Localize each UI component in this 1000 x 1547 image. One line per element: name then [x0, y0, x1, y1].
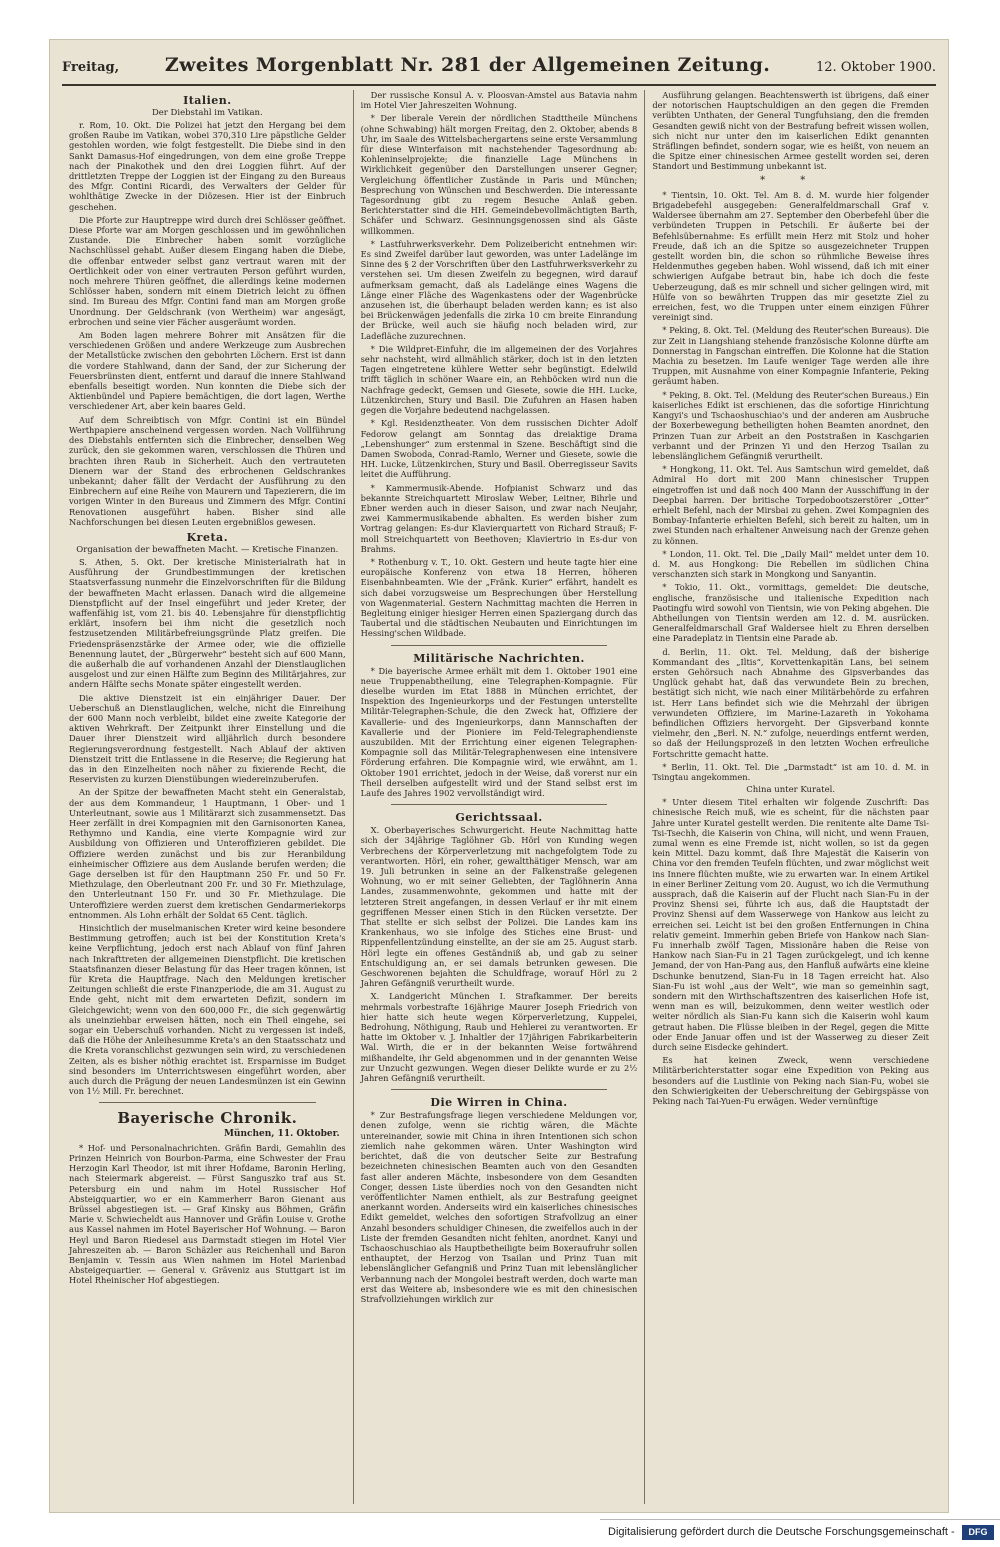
section-divider	[391, 645, 608, 646]
article-paragraph: * Berlin, 11. Okt. Tel. Die „Darmstadt“ ist am 10. d. M. in Tsingtau angekommen.	[652, 761, 930, 782]
section-subheading: Organisation der bewaffneten Macht. — Kretische Finanzen.	[76, 544, 339, 555]
section-heading-militaerische-nachrichten: Militärische Nachrichten.	[413, 651, 585, 665]
article-paragraph: Der russische Konsul A. v. Ploosvan-Amstel aus Batavia nahm im Hotel Vier Jahreszeiten Wohnung.	[360, 90, 638, 111]
article-paragraph: Ausführung gelangen. Beachtenswerth ist übrigens, daß einer der notorischen Hauptschuldigen an den gegen die Fremden verübten Unthaten, der General Tungfuhsiang, den die fremden Gesandten gewiß nicht von der Bestrafung befreit wissen wollen, sich nicht nur unter den im kaiserlichen Edikt genannten Sträflingen befindet, sondern sogar, wie es heißt, von neuem an die Spitze einer chinesischen Armee gestellt worden sei, deren Standort und Bestimmung unbekannt ist.	[652, 90, 930, 172]
article-paragraph: Die aktive Dienstzeit ist ein einjähriger Dauer. Der Ueberschuß an Dienstlauglichen, welche, nicht die Einreihung der 600 Mann noch verbleibt, bildet eine zweite Kategorie der aktiven Wehrkraft. Der Zeitpunkt ihrer Einstellung und die Dauer ihrer Dienstzeit wird alljährlich durch besondere Regierungsverordnung festgestellt. Nach Ablauf der aktiven Dienstzeit tritt die Entlassene in die Reserve; die Regierung hat das in den Einzelheiten noch näher zu fixierende Recht, die Reservisten zu kurzen Dienstübungen wiedereinzuberufen.	[69, 692, 346, 785]
dfg-logo-icon: DFG	[962, 1525, 994, 1540]
article-paragraph: * Kammermusik-Abende. Hofpianist Schwarz und das bekannte Streichquartett Miroslaw Weber, Leitner, Bihrle und Ebner werden auch in dieser Saison, und zwar nach Neujahr, zwei Kammermusikabende abhalten. Es werden bisher zum Vortrag gelangen: Es-dur Klavierquartett von Richard Strauß; F-moll Streichquartett von Beethoven; Klaviertrio in Es-dur von Brahms.	[360, 482, 638, 554]
article-paragraph: * London, 11. Okt. Tel. Die „Daily Mail“ meldet unter dem 10. d. M. aus Hongkong: Die Rebellen im südlichen China verschanzten sich stark in Mongkong und Sanyantin.	[652, 548, 930, 580]
article-paragraph: * Lastfuhrwerksverkehr. Dem Polizeibericht entnehmen wir: Es sind Zweifel darüber laut geworden, was unter Ladelänge im Sinne des § 2 der Vorschriften über den Lastfuhrwerksverkehr zu verstehen sei. Um diesen Zweifeln zu begegnen, wird darauf aufmerksam gemacht, daß als Ladelänge eines Wagens die Länge einer Fläche des Wagenkastens oder der Wagenbrücke anzusehen ist, die überhaupt beladen werden kann; es ist also bei Brückenwägen jedenfalls die zirka 10 cm breite Einrandung der Brücke, weil auch sie häufig noch beladen wird, zur Ladefläche zuzurechnen.	[360, 238, 638, 341]
section-divider	[391, 1089, 608, 1090]
article-paragraph: An der Spitze der bewaffneten Macht steht ein Generalstab, der aus dem Kommandeur, 1 Hauptmann, 1 Ober- und 1 Unterleutnant, sowie aus 1 Militärarzt sich zusammensetzt. Das Heer zerfällt in drei Kompagnien mit den Garnisonorten Kanea, Rethymno und Kandia, eine vierte Kompagnie wird zur Ausbildung von Offizieren und Unteroffizieren gebildet. Die Offiziere werden zunächst und bis zur Heranbildung einheimischer Offiziere aus dem Auslande berufen werden; die Gage derselben ist für den Hauptmann 250 Fr. und 50 Fr. Miethzulage, den Oberleutnant 200 Fr. und 30 Fr. Miethzulage, den Unterleutnant 150 Fr. und 30 Fr. Miethzulage. Die Unteroffiziere werden zuerst dem kretischen Gendarmeriekorps entnommen. Als Lohn erhält der Soldat 65 Cent. täglich.	[69, 787, 346, 920]
section-heading-bayerische-chronik: Bayerische Chronik.	[117, 1109, 298, 1128]
article-paragraph: * Peking, 8. Okt. Tel. (Meldung des Reuter'schen Bureaus). Die zur Zeit in Liangshiang stehende französische Kolonne dürfte am Donnerstag in Fangschan eintreffen. Die Kolonne hat die Station Machia zu besetzen. Im Laufe weniger Tage werden alle ihre Truppen, mit Ausnahme von einer Kompagnie Infanterie, Peking geräumt haben.	[652, 325, 930, 387]
section-heading-kreta: Kreta.	[186, 530, 229, 544]
article-paragraph: Hinsichtlich der muselmanischen Kreter wird keine besondere Bestimmung getroffen; auch ist bei der Konstitution Kreta's keine Verpflichtung, jedoch erst nach Ablauf von fünf Jahren nach Inkrafttreten der allgemeinen Dienstpflicht. Die kretischen Staatsfinanzen dieser Belastung für das Heer tragen können, ist für Kreta die Hauptfrage. Nach den Meldungen kretischer Zeitungen schließt die erste Finanzperiode, die am 31. August zu Ende geht, nicht mit dem erwarteten Defizit, sondern im Gleichgewicht; wenn von den 600,000 Fr., die sich gegenwärtig als uneinziehbar erweisen hätten, noch ein Theil eingehe, sei sogar ein Ueberschuß vorhanden. Nicht zu vergessen ist indeß, daß die Höhe der Anleihesumme Kreta's an den Staatsschatz und die Kreta voranschlichst gezwungen sein wird, zu verschiedenen Zeiten, als es bisher nöthig erachtet ist. Ersparnisse im Budget sind besonders im Unterrichtswesen eingeführt worden, aber auch durch die Prägung der neuen Landesmünzen ist ein Gewinn von 1½ Mill. Fr. berechnet.	[69, 923, 346, 1097]
article-paragraph: r. Rom, 10. Okt. Die Polizei hat jetzt den Hergang bei dem großen Raube im Vatikan, wobei 370,310 Lire päpstliche Gelder gestohlen worden, wie folgt festgestellt. Die Diebe sind in den Sankt Damasus-Hof eingedrungen, von dem eine große Treppe nach der Pinakothek und den drei Loggien führt. Auf der drittletzten Treppe der Loggien ist der Eingang zu den Bureaus des Mfgr. Contini Ricardi, des Verwalters der Gelder für wohlthätige Zwecke in der Diözesen. Hier ist der Einbruch geschehen.	[69, 120, 346, 212]
section-subheading: Der Diebstahl im Vatikan.	[151, 108, 263, 118]
masthead-day: Freitag,	[62, 60, 120, 75]
article-paragraph: S. Athen, 5. Okt. Der kretische Ministerialrath hat in Ausführung der Grundbestimmungen der kretischen Staatsverfassung nunmehr die Einzelvorschriften für die Bildung der bewaffneten Macht erlassen. Danach wird die allgemeine Dienstpflicht auf der Insel eingeführt und jeder Kreter, der waffenfähig ist, vom 21. bis 40. Lebensjahre für dienstpflichtig erklärt, insofern bei ihm nicht die gesetzlich noch festzusetzenden Militärbefreiungsgründe Platz greifen. Die Friedenspräsenzstärke der Armee oder, wie die offizielle Benennung lautet, der „Bürgerwehr“ besteht sich auf 600 Mann, die außerhalb die auf vorhandenen Anzahl der Dienstlauglichen ausgelost und zur einen Hälfte zum Beginn des Militärjahres, zur andern Hälfte sechs Monate später eingestellt werden.	[69, 556, 346, 690]
footer-credit-text: Digitalisierung gefördert durch die Deutsche Forschungsgemeinschaft -	[608, 1526, 955, 1538]
section-divider	[99, 1102, 316, 1103]
section-subheading-china-unter-kuratel: China unter Kuratel.	[746, 785, 836, 796]
masthead-title: Zweites Morgenblatt Nr. 281 der Allgemeinen Zeitung.	[164, 54, 771, 76]
article-paragraph: X. Landgericht München I. Strafkammer. Der bereits mehrmals vorbestrafte 16jährige Maurer Joseph Friedrich von hier hatte sich heute wegen Körperverletzung, Kuppelei, Bedrohung, Nöthigung, Raub und Hehlerei zu verantworten. Er hatte im Oktober v. J. Inhaltler der 17jährigen Fabrikarbeiterin Wal. Wirth, die er in der bekannten Weise fortwährend mißhandelte, ihr Geld abgenommen und in der genannten Weise zur Unzucht gezwungen. Wegen dieser Delikte wurde er zu 2½ Jahren Gefängniß verurtheilt.	[360, 991, 638, 1084]
article-paragraph: * Kgl. Residenztheater. Von dem russischen Dichter Adolf Fedorow gelangt am Sonntag das dreiaktige Drama „Lebenshunger“ zum erstenmal in Szene. Beschäftigt sind die Damen Swoboda, Conrad-Ramlo, Werner und Giesete, sowie die HH. Lucke, Lützenkirchen, Stury und Basil. Oberregisseur Savits leitet die Aufführung.	[360, 418, 638, 480]
article-paragraph: * Tientsin, 10. Okt. Tel. Am 8. d. M. wurde hier folgender Brigadebefehl ausgegeben: Generalfeldmarschall Graf v. Waldersee übernahm am 27. September den Oberbefehl über die verbündeten Truppen in Petschili. Er äußerte bei der Befehlsübernahme: Es erfüllt mein Herz mit Stolz und hoher Freude, daß ich an die Spitze so ausgezeichneter Truppen gestellt worden bin, die schon so rühmliche Beweise ihres Heldenmuthes gegeben haben. Wohl wissend, daß ich mit einer schwierigen Aufgabe betraut bin, habe ich doch die feste Ueberzeugung, daß es mir schnell und sicher gelingen wird, mit Hülfe von so bewährten Truppen das mir gesetzte Ziel zu erreichen, fest, wo die Truppen unter einem einzigen Führer vereinigt sind.	[652, 189, 930, 323]
article-paragraph: Auf dem Schreibtisch von Mfgr. Contini ist ein Bündel Werthpapiere anscheinend vergessen worden. Nach Vollführung des Diebstahls entfernten sich die Einbrecher, denselben Weg zurück, den sie gekommen waren, verschlossen die Thüren und brachten ihren Raub in Sicherheit. Auch den vertrauteten Dienern war der Stand des erbrochenen Geldschrankes unbekannt; daher fällt der Verdacht der Ausführung zu den Einbrechern auf eine Reihe von Maurern und Tapezierern, die im vorigen Winter in den Bureaus und Zimmern des Mfgr. Contini Renovationen ausgeführt haben. Bisher sind alle Nachforschungen bei diesen Leuten ergebnißlos gewesen.	[69, 414, 346, 527]
article-paragraph: * Hongkong, 11. Okt. Tel. Aus Samtschun wird gemeldet, daß Admiral Ho dort mit 200 Mann chinesischer Truppen eingetroffen ist und daß noch 400 Mann der Ausschiffung in der Deepbai harren. Der britische Torpedobootszerstörer „Otter“ erhielt Befehl, nach der Mirsbai zu gehen. Zwei Kompagnien des Bombay-Infanterie erhielten Befehl, sich bereit zu halten, um in zwei Stunden nach erhaltener Anweisung nach der Grenze gehen zu können.	[652, 464, 930, 546]
section-heading-wirren-in-china: Die Wirren in China.	[430, 1096, 568, 1110]
article-paragraph: Die Pforte zur Hauptreppe wird durch drei Schlösser geöffnet. Diese Pforte war am Morgen geschlossen und im gewöhnlichen Zustande. Die Einbrecher haben somit vorzügliche Nachschlüssel gehabt. Außer diesem Eingang haben die Diebe, die offenbar entweder selbst ganz vertraut waren mit der Oertlichkeit oder von einer vertrauten Person geführt wurden, noch mehrere Thüren geöffnet, die allerdings keine modernen Schlösser haben, sondern mit einem Dietrich leicht zu öffnen sind. Im Bureau des Mfgr. Contini fand man am Morgen große Unordnung. Der Geldschrank (von Wertheim) war angesägt, erbrochen und seine vier Fächer ausgeräumt worden.	[69, 214, 346, 327]
columns	[62, 90, 936, 1504]
section-heading-italien: Italien.	[183, 94, 232, 107]
article-paragraph: * Der liberale Verein der nördlichen Stadttheile Münchens (ohne Schwabing) hält morgen Freitag, den 2. Oktober, abends 8 Uhr, im Saale des Wittelsbachergartens seine erste Versammlung für diese Winterfaison mit nachstehender Tagesordnung ab: Kohleninselprojekte; die finanzielle Lage Münchens in Wirklichkeit gegenüber den Darstellungen unserer Gegner; Vergleichung öffentlicher Zustände in Paris und München; Besprechung von Wünschen und Beschwerden. Die interessante Tagesordnung gibt zu regem Besuche Anlaß geben. Berichterstatter sind die HH. Gemeindebevollmächtigten Barth, Schäfer und Schwarz. Gesinnungsgenossen sind als Gäste willkommen.	[360, 113, 638, 236]
article-paragraph: * Die bayerische Armee erhält mit dem 1. Oktober 1901 eine neue Truppenabtheilung, eine Telegraphen-Kompagnie. Für dieselbe wurden im Etat 1888 in München errichtet, der Inspektion des Ingenieurkorps und der Festungen unterstellte Militär-Telegraphen-Schule, die den Zweck hat, Offiziere der Kavallerie- und des Ingenieurkorps, dann Mannschaften der Kavallerie und der Pioniere im Feld-Telegraphendienste auszubilden. Mit der Errichtung einer eigenen Telegraphen-Kompagnie soll das Militär-Telegraphenwesen eine intensivere Förderung erfahren. Die Kompagnie wird, wie erwähnt, am 1. Oktober 1901 errichtet, jedoch in der Weise, daß vorerst nur ein Theil derselben aufgestellt wird und der Stand selbst erst im Laufe des Jahres 1902 vervollständigt wird.	[360, 665, 638, 798]
article-paragraph: X. Oberbayerisches Schwurgericht. Heute Nachmittag hatte sich der 34jährige Taglöhner Gb. Hörl von Kunding wegen Verbrechens der Körperverletzung mit nachgefolgtem Tode zu verantworten. Hörl, ein roher, gewaltthätiger Mensch, war am 19. Juli betrunken in seine an der Falkenstraße gelegenen Wohnung, wo er mit seiner Geliebten, der Taglöhnerin Anna Landes, zusammenwohnte, gekommen und hatte mit der letzteren Streit angefangen, in dessen Verlauf er ihr mit einem gegriffenen Messer einen Stich in den Rücken versetzte. Der That stellte er sich selbst der Polizei. Die Landes kam ins Krankenhaus, wo sie infolge des Stiches eine Brust- und Rippenfellentzündung einstellte, an der sie am 25. August starb. Hörl legte ein offenes Geständniß ab, und gab zu seiner Entschuldigung an, er sei damals betrunken gewesen. Die Geschworenen bejahten die Schuldfrage, worauf Hörl zu 2 Jahren Gefängniß verurtheilt wurde.	[360, 825, 638, 989]
masthead-date: 12. Oktober 1900.	[816, 60, 936, 75]
column-2	[353, 90, 645, 1504]
masthead-rule	[62, 84, 936, 86]
article-paragraph: * Zur Bestrafungsfrage liegen verschiedene Meldungen vor, denen zufolge, wenn sie richtig wären, die Mächte untereinander, sowie mit China in ihren Intentionen sich schon ziemlich nahe gekommen wären. Unter Washington wird berichtet, daß die von deutscher Seite zur Bestrafung bezeichneten chinesischen Beamten auch von den Gesandten fast aller anderen Mächte, insbesondere von dem Gesandten Conger, dessen Liste überdies noch von den Gesandten nicht veröffentlichter Namen enthielt, als zur Bestrafung geeignet anerkannt worden. Anderseits wird ein kaiserliches chinesisches Edikt gemeldet, welches den sofortigen Strafvollzug an einer Anzahl besonders schuldiger Chinesen, die zweifellos auch in der Liste der fremden Gesandten nicht fehlten, anordnet. Kanyi und Tschaoschuschiao als Hauptbetheiligte beim Boxeraufruhr sollen enthauptet, der Herzog von Tsailan und Prinz Tuan mit lebenslänglicher Gefangniß und Prinz Tuan mit lebenslänglicher Verbannung nach der Mongolei bestraft werden, doch warte man erst das Weitere ab, insbesondere wie es mit den chinesischen Strafvollziehungen wirklich zur	[360, 1110, 638, 1304]
section-divider	[391, 804, 608, 805]
article-paragraph: * Tokio, 11. Okt., vormittags, gemeldet: Die deutsche, englische, französische und italienische Expedition nach Paotingfu wird sowohl von Tientsin, wie von Peking abgehen. Die Abtheilungen von Tientsin werden am 12. d. M. ausrücken. Generalfeldmarschall Graf Waldersee hielt zu Ehren derselben eine Paradeplatz in Tientsin eine Parade ab.	[652, 582, 930, 644]
section-heading-gerichtssaal: Gerichtssaal.	[455, 811, 543, 825]
masthead	[62, 54, 936, 84]
article-paragraph: * Hof- und Personalnachrichten. Gräfin Bardi, Gemahlin des Prinzen Heinrich von Bourbon-Parma, eine Schwester der Frau Herzogin Karl Theodor, ist mit ihrer Hofdame, Baronin Herling, nach Steiermark abgereist. — Fürst Sanguszko traf aus St. Petersburg ein und nahm im Hotel Russischer Hof Absteigquartier, wo er ein Kammerherr Baron Gienant aus Brüssel abgestiegen ist. — Graf Kinsky aus Böhmen, Gräfin Marie v. Schwiecheldt aus Hannover und Gräfin Louise v. Grothe aus Kassel nahmen im Hotel Bayerischer Hof Wohnung. — Baron Heyl und Baron Riedesel aus Darmstadt stiegen im Hotel Vier Jahreszeiten ab. — Baron Schäzler aus Reichenhall und Baron Benjamin v. Tessin aus Wien nahmen im Hotel Marienbad Absteigequartier. — General v. Gräveniz aus Stuttgart ist im Hotel Rheinischer Hof abgestiegen.	[69, 1142, 346, 1286]
newspaper-page	[50, 40, 948, 1512]
article-paragraph: d. Berlin, 11. Okt. Tel. Meldung, daß der bisherige Kommandant des „Iltis“, Korvettenkapitän Lans, bei seinem ersten Gehörsuch nach Abnahme des Gipsverbandes das Unglück gehabt hat, daß das verwundete Bein zu brechen, bestätigt sich nicht, wie nach einer Militärbehörde zu erfahren ist. Herr Lans befindet sich wie die Mehrzahl der übrigen verwundeten Offiziere, im Marine-Lazareth in Yokohama befindlichen Offiziers hervorgeht. Der Gipsverband konnte vielmehr, den „Berl. N. N.“ zufolge, neuerdings entfernt werden, so daß der Heilungsprozeß in den letzten Wochen erfreuliche Fortschritte gemacht hatte.	[652, 646, 930, 759]
digitization-footer	[600, 1519, 1000, 1544]
article-paragraph: * Rothenburg v. T., 10. Okt. Gestern und heute tagte hier eine europäische Konferenz von etwa 18 Herren, höheren Eisenbahnbeamten. Wie der „Fränk. Kurier“ erfährt, handelt es sich dabei vorzugsweise um Besprechungen über Herstellung von Wagenmaterial. Gestern Nachmittag machten die Herren in Begleitung einiger hiesiger Herren einen Spaziergang durch das Taubertal und die städtischen Neubauten und Einrichtungen im Hessing'schen Wildbade.	[360, 556, 638, 639]
asterism-divider: * *	[760, 174, 822, 186]
article-paragraph: * Die Wildpret-Einfuhr, die im allgemeinen der des Vorjahres sehr nachsteht, wird allmählich stärker, doch ist in den letzten Tagen eingetretene kühlere Wetter sehr begünstigt. Edelwild trifft täglich in schöner Waare ein, an Rehböcken wird nun die Nachfrage gedeckt, Gemsen und Giesete, sowie die HH. Lucke, Lützenkirchen, Stury und Basil. Die Zufuhren an Hasen haben gegen die Vorjahre bedeutend nachgelassen.	[360, 343, 638, 416]
column-1	[62, 90, 353, 1504]
article-paragraph: Es hat keinen Zweck, wenn verschiedene Militärberichterstatter sogar eine Expedition von Peking aus besonders auf die Lustlinie von Peking nach Sian-Fu, wobei sie den Schwierigkeiten der Ueberschreitung der Gebirgspässe von Peking nach Tai-Yuen-Fu erwägen. Weder vernünftige	[652, 1055, 930, 1107]
dateline: München, 11. Oktober.	[223, 1129, 340, 1140]
column-3	[644, 90, 936, 1504]
article-paragraph: Am Boden lagen mehrere Bohrer mit Ansätzen für die verschiedenen Größen und andere Werkzeuge zum Ausbrechen der Metallstücke zwischen den gebohrten Löchern. Erst ist dann die vordere Stahlwand, dann der Sand, der zur Sicherung der Feuersbrünsten dient, entfernt und darauf die innere Stahlwand ebenfalls beseitigt worden. Nun konnten die Diebe sich der Aktienbündel und Papiere bemächtigen, die dort lagen, Werthe verschiedener Art, aber kein baares Geld.	[69, 330, 346, 412]
article-paragraph: * Peking, 8. Okt. Tel. (Meldung des Reuter'schen Bureaus.) Ein kaiserliches Edikt ist erschienen, das die sofortige Hinrichtung Kangyi's und Tschaoshuschiao's und der anderen am Ausbruche der Boxerbewegung betheiligten hohen Beamten anordnet, den Prinzen Tuan zur Arbeit an den Poststraßen in Kaschgarien verbannt und der Prinzen Yi und den Herzog Tsailan zu lebenslänglichem Gefängniß verurtheilt.	[652, 389, 930, 461]
article-paragraph: * Unter diesem Titel erhalten wir folgende Zuschrift: Das chinesische Reich muß, wie es scheint, für die nächsten paar Jahre unter Kuratel gestellt werden. Die renitente alte Dame Tsi-Tsi-Tsechh, die Kaiserin von China, will nicht, und wenn Frauen, zumal wenn es eine Fremde ist, nicht wollen, so ist da gegen kein Mittel. Dazu kommt, daß Ihre Majestät die Kaiserin von China vor den fremden Teufeln flüchten, und zwar möglichst weit ins Innere flüchten mußte, wie zu erwarten war. In einem Artikel in einer Berliner Zeitung vom 20. August, wo ich die Vermuthung aussprach, daß die Kaiserin auf der Flucht nach Sian-Fu in der Provinz Shensi sei, führte ich aus, daß die Hauptstadt der Provinz Shensi auf dem Wasserwege von Hankow aus leicht zu erreichen sei. Leicht ist bei den großen Entfernungen in China relativ gemeint. Immerhin geben Briefe von Hankow nach Sian-Fu innerhalb zwölf Tagen, Missionäre haben die Reise von Hankow nach Sian-Fu in 21 Tagen zurückgelegt, und ich kenne Jemand, der von Han-Pang aus, den Hanfluß aufwärts eine kleine Dschunke benutzend, Sian-Fu in 18 Tagen erreicht hat. Also Sian-Fu ist wohl „aus der Welt“, wie man so gemeinhin sagt, sondern mit den Wirthschaftszentren des kaiserlichen Hofe ist, wenn man es will, beizukommen, denn weiter westlich oder weiter nördlich als Sian-Fu kann sich die Kaiserin wohl kaum getraut haben. Die Flüsse bleiben in der Regel, gegen die Mitte oder Ende Januar offen und ist der Wasserweg zu dieser Zeit durch seine Eisdecke gehindert.	[652, 797, 930, 1053]
